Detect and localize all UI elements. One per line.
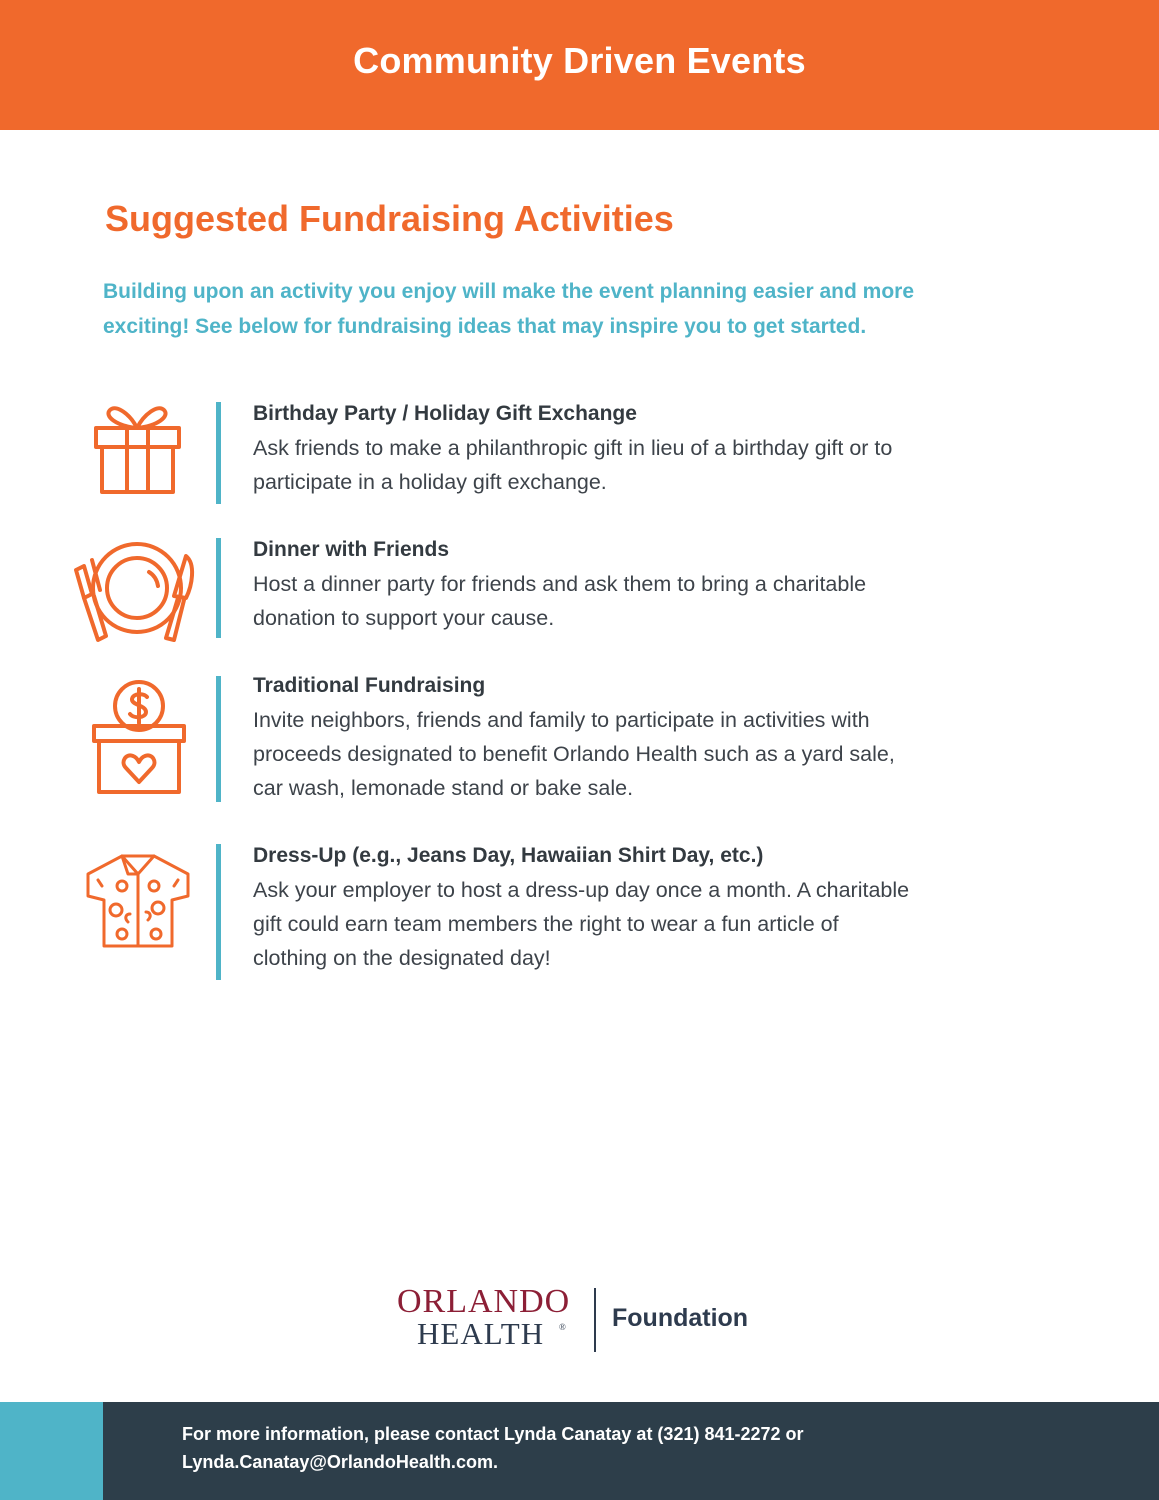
activity-birthday: [0, 400, 1159, 504]
activity-description-line: Host a dinner party for friends and ask them to bring a charitable: [253, 572, 867, 596]
hawaiian-shirt-icon: [70, 852, 200, 952]
activity-accent-bar: [216, 676, 221, 802]
page-header: [0, 0, 1159, 130]
logo-orlando-text: ORLANDO: [397, 1283, 571, 1320]
section-title: Suggested Fundraising Activities: [105, 198, 674, 239]
activity-description-line: gift could earn team members the right to wear a fun article of: [253, 912, 839, 936]
intro-line-2: exciting! See below for fundraising ideas that may inspire you to get started.: [103, 315, 867, 338]
activity-text: [253, 533, 1053, 635]
activity-description-line: clothing on the designated day!: [253, 946, 551, 970]
registered-mark: ®: [559, 1322, 566, 1332]
page-title: Community Driven Events: [353, 40, 806, 81]
intro-text: [103, 274, 1063, 344]
activity-dress-up: [0, 842, 1159, 980]
activity-traditional: [0, 672, 1159, 802]
activity-text: [253, 669, 1053, 805]
activity-text: [253, 839, 1053, 975]
activity-title: Dress-Up (e.g., Jeans Day, Hawaiian Shirt Day, etc.): [253, 844, 764, 867]
footer-accent-block: [0, 1402, 103, 1500]
activity-title: Traditional Fundraising: [253, 674, 486, 697]
page-footer: [0, 1402, 1159, 1500]
logo-divider: [594, 1288, 596, 1352]
activity-title: Birthday Party / Holiday Gift Exchange: [253, 402, 637, 425]
activity-description-line: Ask your employer to host a dress-up day once a month. A charitable: [253, 878, 910, 902]
contact-info: [182, 1420, 1082, 1476]
activity-description-line: proceeds designated to benefit Orlando Health such as a yard sale,: [253, 742, 895, 766]
intro-line-1: Building upon an activity you enjoy will make the event planning easier and more: [103, 280, 915, 303]
orlando-health-foundation-logo: [397, 1284, 777, 1356]
gift-icon: [70, 400, 200, 500]
contact-line-1: For more information, please contact Lynda Canatay at (321) 841-2272 or: [182, 1424, 804, 1444]
activity-description-line: car wash, lemonade stand or bake sale.: [253, 776, 634, 800]
activity-description-line: participate in a holiday gift exchange.: [253, 470, 607, 494]
activity-dinner: [0, 536, 1159, 638]
activity-title: Dinner with Friends: [253, 538, 450, 561]
activity-description-line: Ask friends to make a philanthropic gift in lieu of a birthday gift or to: [253, 436, 893, 460]
donation-box-icon: [70, 674, 200, 796]
activity-description-line: donation to support your cause.: [253, 606, 555, 630]
activity-accent-bar: [216, 402, 221, 504]
dinner-plate-icon: [70, 542, 200, 646]
logo-health-text: HEALTH: [417, 1316, 545, 1351]
activity-description-line: Invite neighbors, friends and family to participate in activities with: [253, 708, 870, 732]
logo-foundation-text: Foundation: [612, 1304, 749, 1332]
activity-accent-bar: [216, 538, 221, 638]
activity-accent-bar: [216, 844, 221, 980]
contact-email: Lynda.Canatay@OrlandoHealth.com.: [182, 1452, 498, 1472]
activity-text: [253, 397, 1053, 499]
